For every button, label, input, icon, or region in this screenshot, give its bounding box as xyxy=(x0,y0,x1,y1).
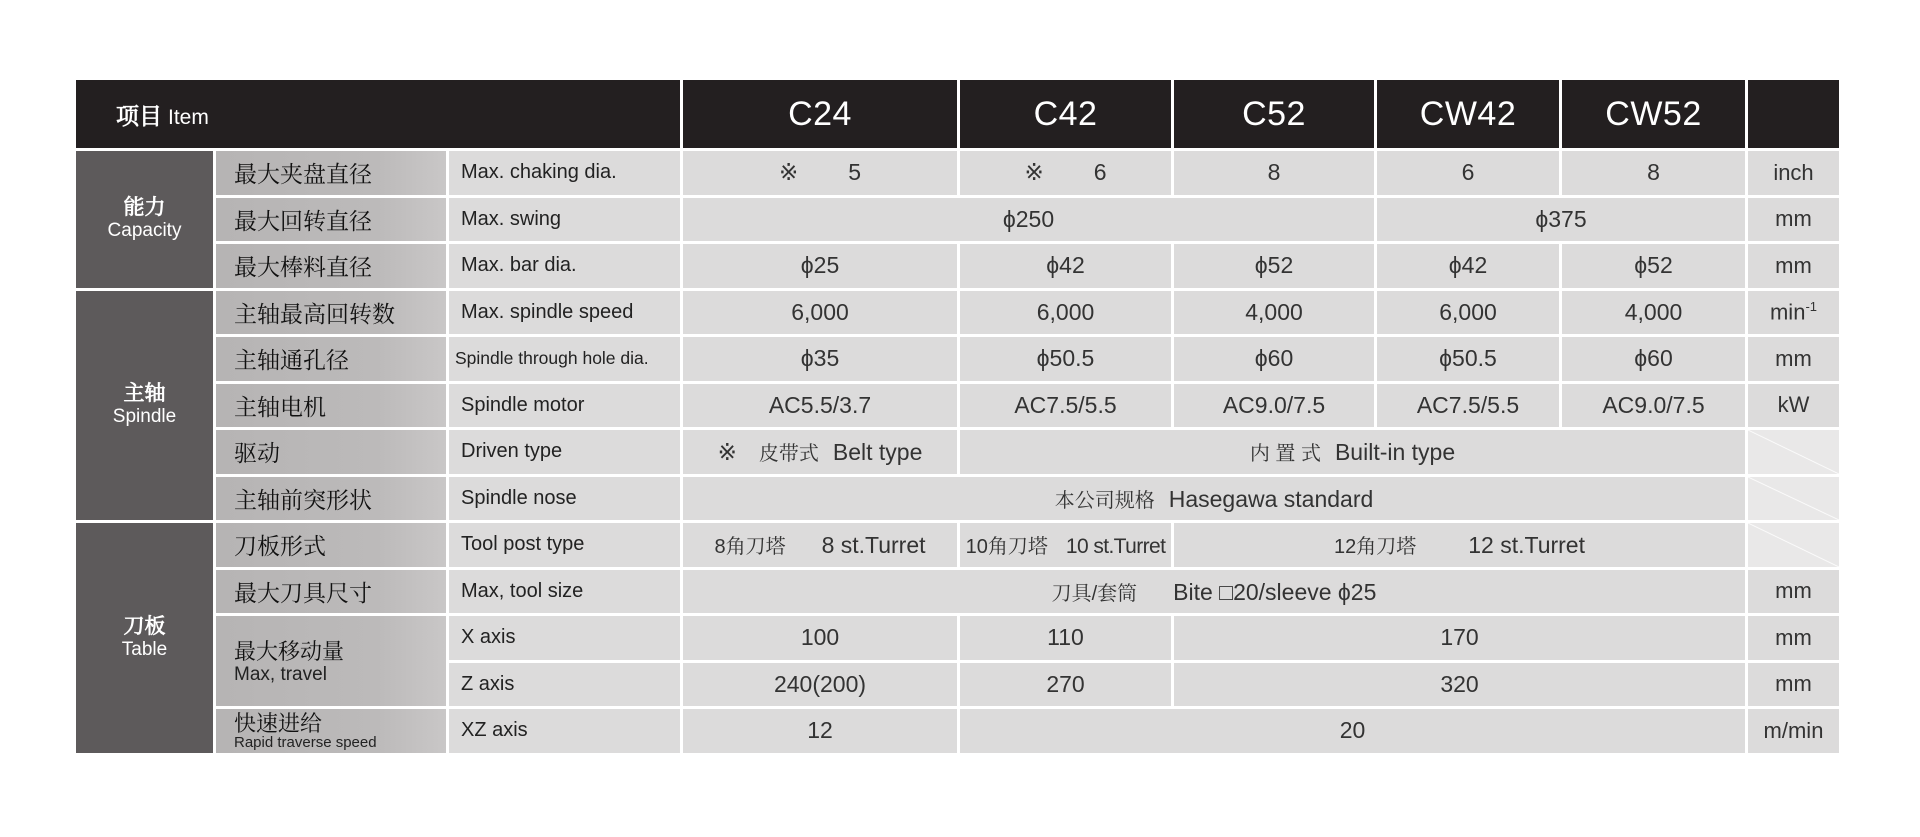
value-cell xyxy=(1174,523,1745,567)
unit-cell xyxy=(1748,291,1839,335)
value-cell: AC9.0/7.5 xyxy=(1562,384,1745,428)
value-cell xyxy=(960,523,1171,567)
label-en: Tool post type xyxy=(449,523,680,567)
value-text: 6 xyxy=(1093,159,1107,186)
value-cell: ϕ375 xyxy=(1377,198,1745,242)
label-zh: 主轴前突形状 xyxy=(216,477,446,521)
label-en: Driven type xyxy=(449,430,680,474)
value-cell: 8 xyxy=(1174,151,1374,195)
label-en: X axis xyxy=(449,616,680,660)
unit-cell: mm xyxy=(1748,244,1839,288)
label-zh: 主轴电机 xyxy=(216,384,446,428)
model-cw42: CW42 xyxy=(1377,80,1559,148)
value-en: 10 st.Turret xyxy=(1065,535,1166,559)
value-zh: 内 置 式 xyxy=(1249,443,1321,466)
row-bar xyxy=(76,244,1839,288)
value-cell: 170 xyxy=(1174,616,1745,660)
note-mark: ※ xyxy=(1024,159,1044,186)
unit-cell: mm xyxy=(1748,616,1839,660)
label-en: Max. bar dia. xyxy=(449,244,680,288)
value-zh: 12角刀塔 xyxy=(1334,536,1417,559)
value-cell: ϕ35 xyxy=(683,337,957,381)
value-cell: AC5.5/3.7 xyxy=(683,384,957,428)
header-row xyxy=(76,80,1839,148)
model-c24: C24 xyxy=(683,80,957,148)
unit-cell: kW xyxy=(1748,384,1839,428)
value-cell: 270 xyxy=(960,663,1171,707)
category-table-zh: 刀板 xyxy=(123,614,166,638)
value-cell: 6,000 xyxy=(960,291,1171,335)
value-cell: ϕ250 xyxy=(683,198,1374,242)
unit-text: min xyxy=(1769,299,1806,325)
value-cell: 100 xyxy=(683,616,957,660)
value-cell: 12 xyxy=(683,709,957,753)
value-cell: 20 xyxy=(960,709,1745,753)
label-en: Spindle through hole dia. xyxy=(449,337,680,381)
note-mark: ※ xyxy=(717,439,737,466)
value-text: 5 xyxy=(848,159,862,186)
label-zh: 刀板形式 xyxy=(216,523,446,567)
spec-table xyxy=(73,77,1842,756)
value-en: 12 st.Turret xyxy=(1468,532,1585,559)
category-table xyxy=(76,523,213,753)
unit-cell: mm xyxy=(1748,663,1839,707)
label-en: XZ axis xyxy=(449,709,680,753)
value-en: Bite □20/sleeve ϕ25 xyxy=(1173,578,1377,605)
label-zh: 主轴最高回转数 xyxy=(216,291,446,335)
value-cell: ϕ42 xyxy=(1377,244,1559,288)
category-spindle-en: Spindle xyxy=(112,406,177,428)
value-cell: 6,000 xyxy=(683,291,957,335)
value-cell: ϕ52 xyxy=(1174,244,1374,288)
label-zh xyxy=(216,616,446,706)
value-cell: 320 xyxy=(1174,663,1745,707)
value-en: 8 st.Turret xyxy=(821,532,926,559)
category-capacity-zh: 能力 xyxy=(123,196,166,220)
category-spindle xyxy=(76,291,213,521)
value-cell: AC7.5/5.5 xyxy=(960,384,1171,428)
label-en: Max, tool size xyxy=(449,570,680,614)
value-cell xyxy=(960,430,1745,474)
row-driven xyxy=(76,430,1839,474)
unit-superscript: -1 xyxy=(1805,299,1817,315)
row-hole xyxy=(76,337,1839,381)
value-cell xyxy=(683,151,957,195)
value-en: Belt type xyxy=(832,439,923,466)
model-cw52: CW52 xyxy=(1562,80,1745,148)
value-zh: 10角刀塔 xyxy=(965,536,1048,559)
label-zh: 最大回转直径 xyxy=(216,198,446,242)
value-cell: ϕ50.5 xyxy=(960,337,1171,381)
label-en: Spindle motor xyxy=(449,384,680,428)
label-zh: 驱动 xyxy=(216,430,446,474)
label-en: Max. spindle speed xyxy=(449,291,680,335)
value-cell: ϕ60 xyxy=(1562,337,1745,381)
value-cell: ϕ25 xyxy=(683,244,957,288)
value-cell xyxy=(683,430,957,474)
value-cell: 4,000 xyxy=(1174,291,1374,335)
value-cell: 8 xyxy=(1562,151,1745,195)
label-zh-text: 快速进给 xyxy=(234,710,323,736)
row-nose xyxy=(76,477,1839,521)
value-cell: ϕ52 xyxy=(1562,244,1745,288)
label-zh: 最大刀具尺寸 xyxy=(216,570,446,614)
label-zh xyxy=(216,709,446,753)
value-cell xyxy=(683,570,1745,614)
value-cell xyxy=(960,151,1171,195)
row-toolsize xyxy=(76,570,1839,614)
value-cell: AC7.5/5.5 xyxy=(1377,384,1559,428)
row-speed xyxy=(76,291,1839,335)
category-capacity-en: Capacity xyxy=(107,220,182,242)
label-en-sub: Max, travel xyxy=(234,664,327,685)
row-toolpost xyxy=(76,523,1839,567)
value-cell: 240(200) xyxy=(683,663,957,707)
value-cell: 4,000 xyxy=(1562,291,1745,335)
label-en: Max. swing xyxy=(449,198,680,242)
unit-cell: m/min xyxy=(1748,709,1839,753)
label-en: Z axis xyxy=(449,663,680,707)
value-cell: ϕ60 xyxy=(1174,337,1374,381)
value-cell: 6,000 xyxy=(1377,291,1559,335)
header-item-en: Item xyxy=(168,105,209,129)
category-table-en: Table xyxy=(121,638,168,660)
label-zh: 最大夹盘直径 xyxy=(216,151,446,195)
model-c42: C42 xyxy=(960,80,1171,148)
empty-unit-cell xyxy=(1748,430,1839,474)
row-rapid xyxy=(76,709,1839,753)
label-en: Max. chaking dia. xyxy=(449,151,680,195)
value-cell: 6 xyxy=(1377,151,1559,195)
empty-unit-cell xyxy=(1748,477,1839,521)
label-zh: 最大棒料直径 xyxy=(216,244,446,288)
header-item-zh: 项目 xyxy=(116,102,162,129)
row-swing xyxy=(76,198,1839,242)
note-mark: ※ xyxy=(778,159,799,186)
value-zh: 本公司规格 xyxy=(1054,489,1155,512)
value-cell: 110 xyxy=(960,616,1171,660)
empty-unit-cell xyxy=(1748,523,1839,567)
value-cell xyxy=(683,477,1745,521)
value-zh: 8角刀塔 xyxy=(714,536,786,559)
header-item xyxy=(76,80,680,148)
value-zh: 刀具/套筒 xyxy=(1051,582,1138,605)
value-cell: AC9.0/7.5 xyxy=(1174,384,1374,428)
row-chuck xyxy=(76,151,1839,195)
value-cell xyxy=(683,523,957,567)
value-zh: 皮带式 xyxy=(758,443,819,466)
label-en-sub: Rapid traverse speed xyxy=(234,733,377,751)
value-en: Built-in type xyxy=(1334,439,1456,466)
row-motor xyxy=(76,384,1839,428)
value-cell: ϕ42 xyxy=(960,244,1171,288)
label-en: Spindle nose xyxy=(449,477,680,521)
label-zh: 主轴通孔径 xyxy=(216,337,446,381)
unit-cell: inch xyxy=(1748,151,1839,195)
model-c52: C52 xyxy=(1174,80,1374,148)
value-cell: ϕ50.5 xyxy=(1377,337,1559,381)
unit-cell: mm xyxy=(1748,198,1839,242)
value-en: Hasegawa standard xyxy=(1168,485,1374,512)
unit-cell: mm xyxy=(1748,337,1839,381)
row-travel-x xyxy=(76,616,1839,660)
label-zh-text: 最大移动量 xyxy=(234,639,345,664)
category-spindle-zh: 主轴 xyxy=(123,382,166,406)
header-unit xyxy=(1748,80,1839,148)
unit-cell: mm xyxy=(1748,570,1839,614)
category-capacity xyxy=(76,151,213,288)
